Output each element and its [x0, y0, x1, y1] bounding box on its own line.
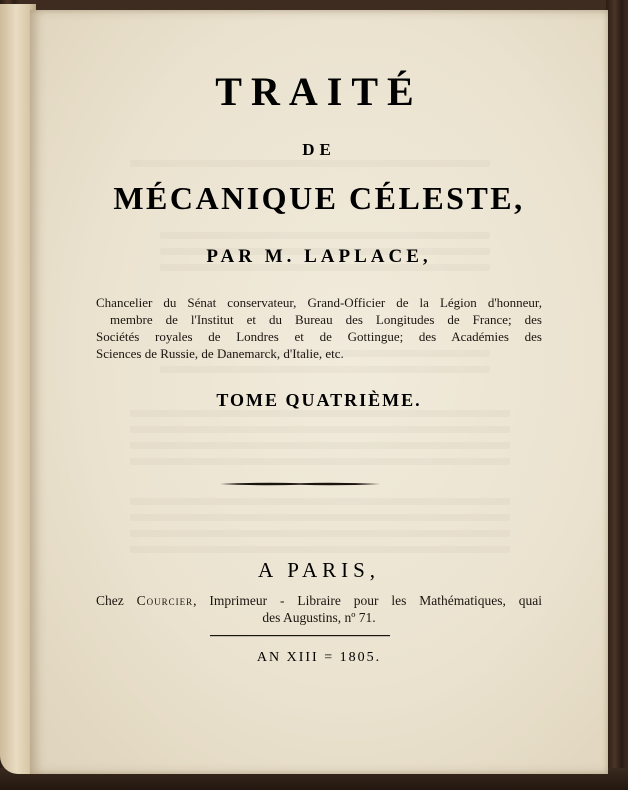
thin-rule — [210, 634, 390, 637]
title-page — [30, 10, 608, 774]
publisher-line-1 — [96, 592, 542, 609]
author-line: PAR M. LAPLACE, — [206, 246, 432, 267]
publisher-line-1-rest: , Imprimeur - Libraire pour les Mathématiques, quai — [193, 593, 542, 608]
author-titles-line-3: Sociétés royales de Londres et de Gottingue; des Académies des — [96, 329, 542, 344]
wooden-surface-right — [606, 0, 628, 790]
publisher-prefix: Chez — [96, 593, 137, 608]
author-titles-line-1: Chancelier du Sénat conservateur, Grand-Officier de la Légion d'honneur, — [96, 295, 542, 310]
publisher-line-2: des Augustins, nº 71. — [262, 610, 376, 625]
author-titles-line-2: membre de l'Institut et du Bureau des Longitudes de France; des — [110, 312, 542, 327]
book-subtitle: MÉCANIQUE CÉLESTE, — [113, 180, 525, 216]
ornamental-rule — [220, 480, 380, 488]
author-titles-line-4: Sciences de Russie, de Danemarck, d'Italie, etc. — [96, 346, 344, 361]
volume-label: TOME QUATRIÈME. — [216, 390, 422, 410]
book-title: TRAITÉ — [215, 69, 423, 114]
publisher-imprint — [96, 592, 542, 626]
publisher-name: Courcier — [136, 593, 194, 608]
imprint-place: A PARIS, — [257, 558, 381, 582]
author-titles — [96, 294, 542, 362]
publication-date: AN XIII = 1805. — [256, 650, 382, 665]
title-connector: DE — [302, 140, 336, 159]
